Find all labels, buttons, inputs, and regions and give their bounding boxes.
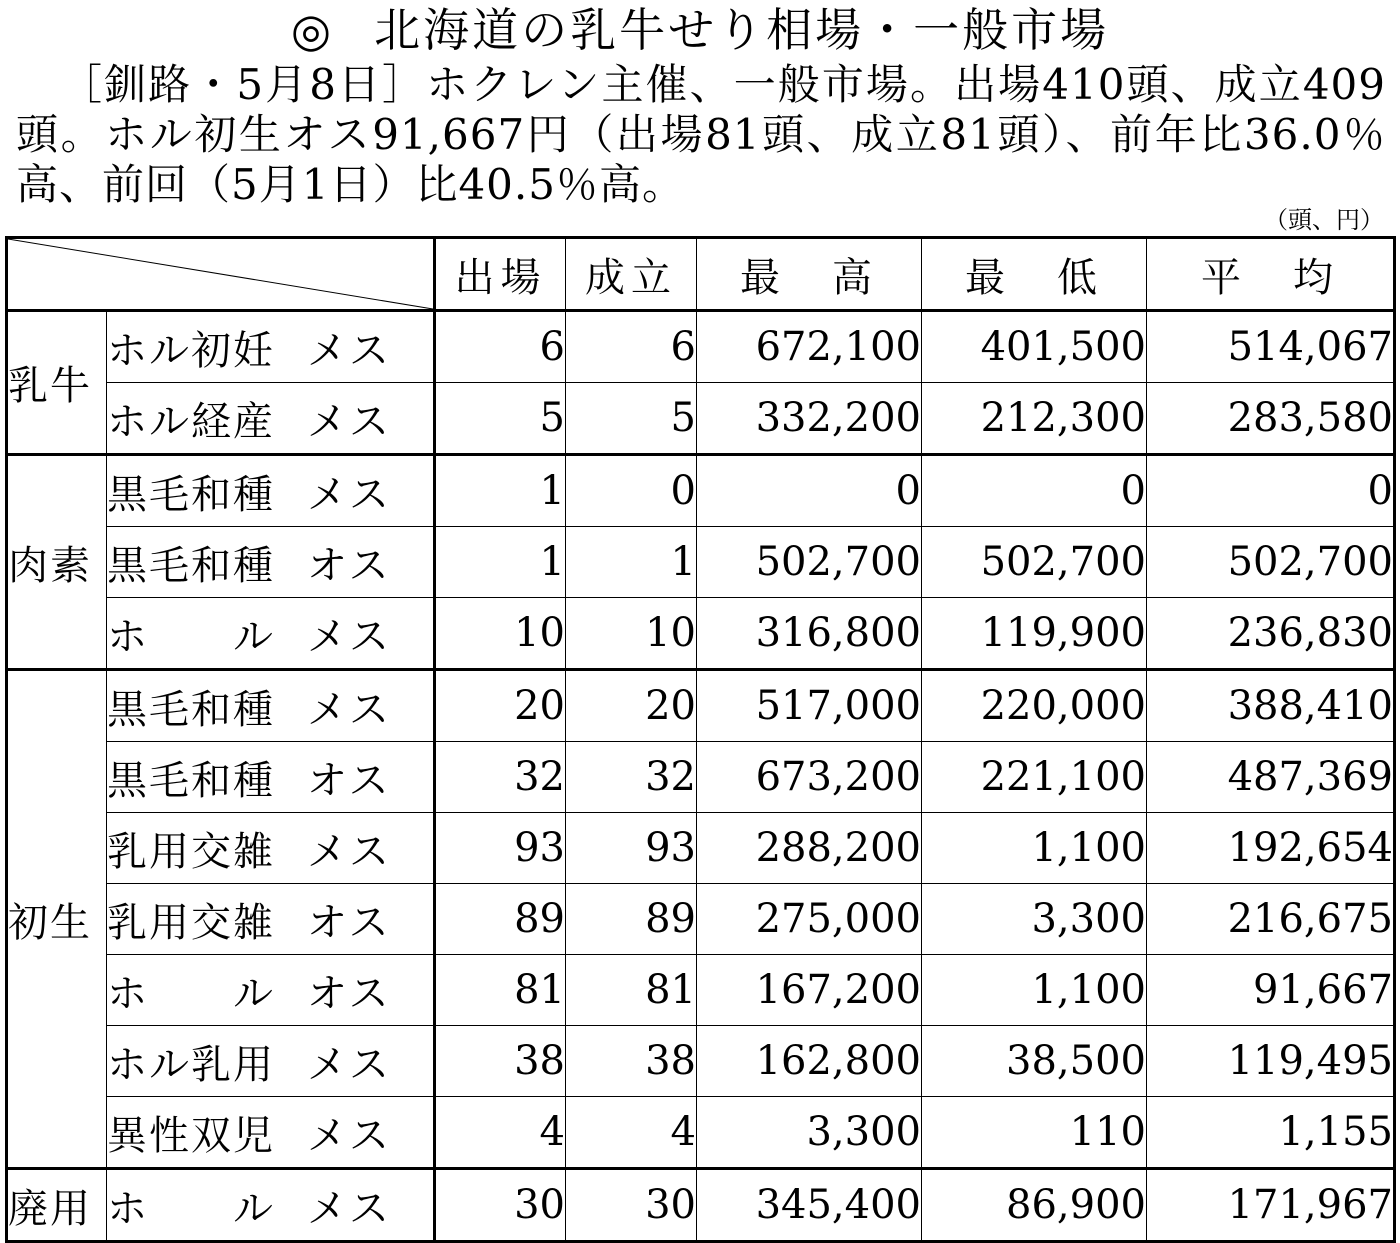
low-price-cell: 119,900 <box>922 598 1147 670</box>
low-price-cell: 502,700 <box>922 527 1147 598</box>
sex-label: オス <box>307 757 391 804</box>
high-price-cell: 517,000 <box>697 670 922 742</box>
avg-price-cell: 1,155 <box>1147 1097 1395 1169</box>
breed-label: 黒毛和種 <box>107 686 275 733</box>
table-header-row <box>7 238 1395 311</box>
sold-cell: 30 <box>566 1169 697 1242</box>
sold-cell: 0 <box>566 455 697 527</box>
low-price-cell: 220,000 <box>922 670 1147 742</box>
sex-label: メス <box>307 471 391 518</box>
low-price-cell: 110 <box>922 1097 1147 1169</box>
out-cell: 6 <box>435 311 566 383</box>
sex-label: オス <box>307 899 391 946</box>
sold-cell: 89 <box>566 884 697 955</box>
unit-note: （頭、円） <box>1264 206 1384 234</box>
category-cell <box>107 598 435 670</box>
sex-label: メス <box>307 1041 391 1088</box>
category-cell <box>107 742 435 813</box>
sold-cell: 38 <box>566 1026 697 1097</box>
out-cell: 10 <box>435 598 566 670</box>
column-header-low: 最 低 <box>922 238 1147 311</box>
diagonal-line <box>8 239 433 309</box>
sold-cell: 1 <box>566 527 697 598</box>
breed-label: 黒毛和種 <box>107 471 275 518</box>
breed-label: 黒毛和種 <box>107 757 275 804</box>
table-row <box>7 455 1395 527</box>
out-cell: 1 <box>435 455 566 527</box>
low-price-cell: 38,500 <box>922 1026 1147 1097</box>
table-row <box>7 383 1395 455</box>
out-cell: 20 <box>435 670 566 742</box>
out-cell: 93 <box>435 813 566 884</box>
breed-label: ホ ル <box>107 1185 275 1232</box>
sex-label: メス <box>307 398 391 445</box>
low-price-cell: 0 <box>922 455 1147 527</box>
table-row <box>7 884 1395 955</box>
sex-label: メス <box>307 1185 391 1232</box>
avg-price-cell: 216,675 <box>1147 884 1395 955</box>
diagonal-corner-cell <box>7 238 435 311</box>
sold-cell: 4 <box>566 1097 697 1169</box>
column-header-out: 出場 <box>435 238 566 311</box>
breed-label: 黒毛和種 <box>107 542 275 589</box>
avg-price-cell: 192,654 <box>1147 813 1395 884</box>
low-price-cell: 3,300 <box>922 884 1147 955</box>
sex-label: メス <box>307 686 391 733</box>
avg-price-cell: 0 <box>1147 455 1395 527</box>
table-row <box>7 598 1395 670</box>
high-price-cell: 502,700 <box>697 527 922 598</box>
column-header-sold: 成立 <box>566 238 697 311</box>
out-cell: 30 <box>435 1169 566 1242</box>
avg-price-cell: 514,067 <box>1147 311 1395 383</box>
sold-cell: 93 <box>566 813 697 884</box>
breed-label: 異性双児 <box>107 1112 275 1159</box>
out-cell: 81 <box>435 955 566 1026</box>
category-cell <box>107 527 435 598</box>
table-row <box>7 813 1395 884</box>
out-cell: 1 <box>435 527 566 598</box>
breed-label: 乳用交雑 <box>107 899 275 946</box>
table-row <box>7 527 1395 598</box>
out-cell: 4 <box>435 1097 566 1169</box>
avg-price-cell: 91,667 <box>1147 955 1395 1026</box>
double-circle-icon: ◎ <box>290 3 335 57</box>
table-row <box>7 670 1395 742</box>
sex-label: メス <box>307 327 391 374</box>
group-label: 肉素 <box>7 455 107 670</box>
avg-price-cell: 487,369 <box>1147 742 1395 813</box>
high-price-cell: 332,200 <box>697 383 922 455</box>
avg-price-cell: 236,830 <box>1147 598 1395 670</box>
table-body <box>7 311 1395 1242</box>
category-cell <box>107 311 435 383</box>
table-row <box>7 1026 1395 1097</box>
out-cell: 5 <box>435 383 566 455</box>
market-price-table <box>5 236 1396 1243</box>
breed-label: 乳用交雑 <box>107 828 275 875</box>
sold-cell: 81 <box>566 955 697 1026</box>
breed-label: ホ ル <box>107 613 275 660</box>
table-row <box>7 1169 1395 1242</box>
low-price-cell: 1,100 <box>922 955 1147 1026</box>
article-lead-paragraph: ［釧路・5月8日］ホクレン主催、一般市場。出場410頭、成立409頭。ホル初生オス91,667円（出場81頭、成立81頭）、前年比36.0％高、前回（5月1日）比40.5％高。 <box>16 60 1386 209</box>
low-price-cell: 86,900 <box>922 1169 1147 1242</box>
category-cell <box>107 1026 435 1097</box>
category-cell <box>107 813 435 884</box>
out-cell: 38 <box>435 1026 566 1097</box>
category-cell <box>107 1097 435 1169</box>
sex-label: メス <box>307 613 391 660</box>
high-price-cell: 673,200 <box>697 742 922 813</box>
high-price-cell: 0 <box>697 455 922 527</box>
avg-price-cell: 388,410 <box>1147 670 1395 742</box>
table-row <box>7 311 1395 383</box>
high-price-cell: 288,200 <box>697 813 922 884</box>
high-price-cell: 275,000 <box>697 884 922 955</box>
low-price-cell: 212,300 <box>922 383 1147 455</box>
sex-label: オス <box>307 542 391 589</box>
breed-label: ホル経産 <box>107 398 275 445</box>
high-price-cell: 316,800 <box>697 598 922 670</box>
out-cell: 89 <box>435 884 566 955</box>
table-row <box>7 742 1395 813</box>
out-cell: 32 <box>435 742 566 813</box>
article-title <box>0 2 1400 58</box>
group-label: 乳牛 <box>7 311 107 455</box>
avg-price-cell: 502,700 <box>1147 527 1395 598</box>
sex-label: オス <box>307 970 391 1017</box>
sold-cell: 6 <box>566 311 697 383</box>
sex-label: メス <box>307 828 391 875</box>
table-row <box>7 955 1395 1026</box>
avg-price-cell: 171,967 <box>1147 1169 1395 1242</box>
category-cell <box>107 383 435 455</box>
table-row <box>7 1097 1395 1169</box>
category-cell <box>107 455 435 527</box>
group-label: 廃用 <box>7 1169 107 1242</box>
category-cell <box>107 955 435 1026</box>
avg-price-cell: 119,495 <box>1147 1026 1395 1097</box>
high-price-cell: 3,300 <box>697 1097 922 1169</box>
sold-cell: 5 <box>566 383 697 455</box>
sex-label: メス <box>307 1112 391 1159</box>
high-price-cell: 167,200 <box>697 955 922 1026</box>
high-price-cell: 345,400 <box>697 1169 922 1242</box>
group-label: 初生 <box>7 670 107 1169</box>
column-header-high: 最 高 <box>697 238 922 311</box>
avg-price-cell: 283,580 <box>1147 383 1395 455</box>
high-price-cell: 162,800 <box>697 1026 922 1097</box>
low-price-cell: 221,100 <box>922 742 1147 813</box>
article-title-text: 北海道の乳牛せり相場・一般市場 <box>374 3 1110 57</box>
category-cell <box>107 670 435 742</box>
breed-label: ホル初妊 <box>107 327 275 374</box>
breed-label: ホル乳用 <box>107 1041 275 1088</box>
low-price-cell: 401,500 <box>922 311 1147 383</box>
sold-cell: 32 <box>566 742 697 813</box>
category-cell <box>107 884 435 955</box>
sold-cell: 10 <box>566 598 697 670</box>
low-price-cell: 1,100 <box>922 813 1147 884</box>
category-cell <box>107 1169 435 1242</box>
sold-cell: 20 <box>566 670 697 742</box>
high-price-cell: 672,100 <box>697 311 922 383</box>
breed-label: ホ ル <box>107 970 275 1017</box>
column-header-avg: 平 均 <box>1147 238 1395 311</box>
